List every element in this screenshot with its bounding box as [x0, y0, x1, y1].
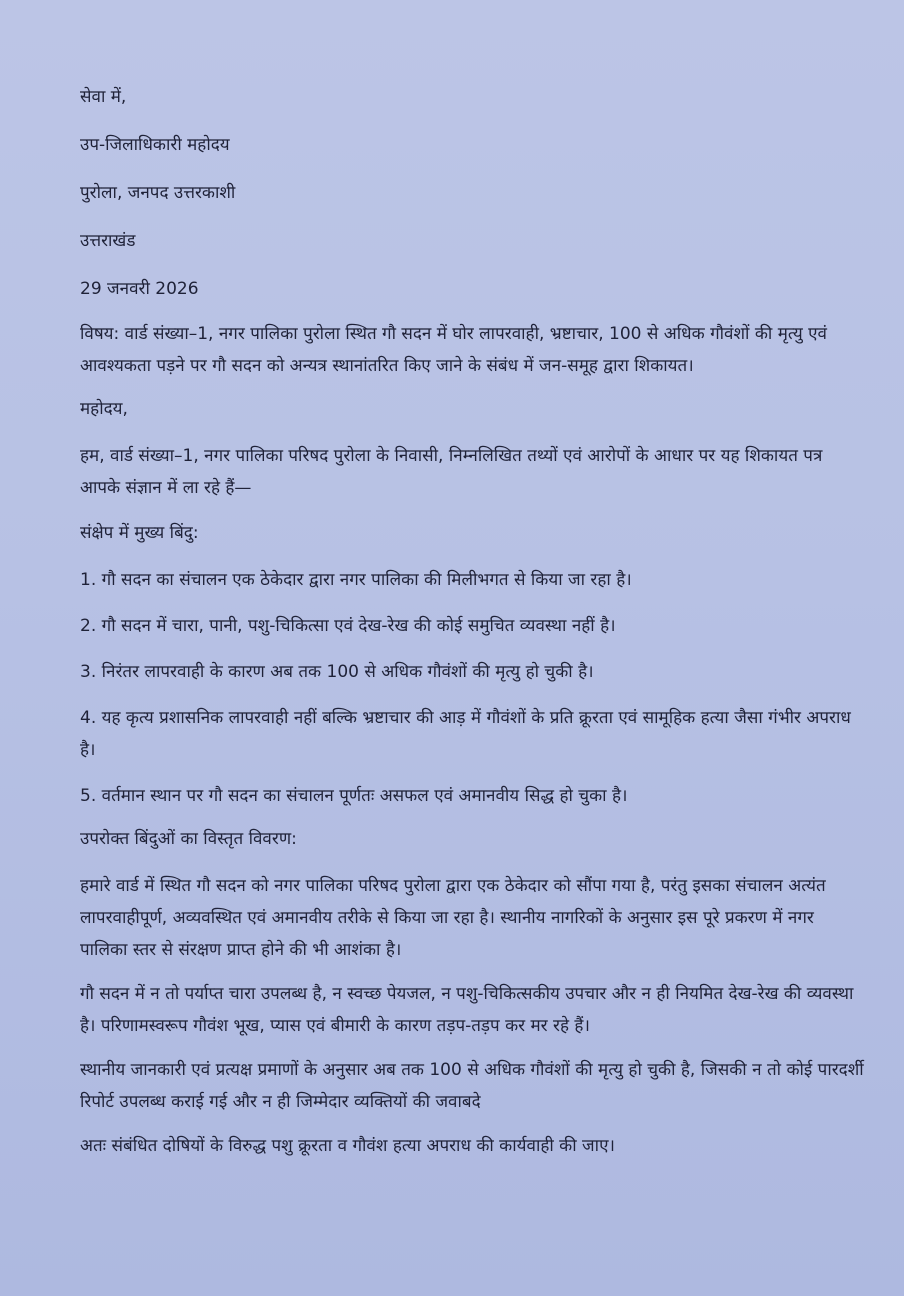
detail-paragraph-3: स्थानीय जानकारी एवं प्रत्यक्ष प्रमाणों के अनुसार अब तक 100 से अधिक गौवंशों की मृत्यु हो चुकी है, जिसकी न तो कोई पारदर्शी रिपोर्ट उपलब्ध कराई गई और न ही जिम्मेदार व्यक्तियों की जवाबदे — [80, 1060, 864, 1112]
summary-point-3: 3. निरंतर लापरवाही के कारण अब तक 100 से अधिक गौवंशों की मृत्यु हो चुकी है। — [80, 662, 594, 682]
summary-point-1: 1. गौ सदन का संचालन एक ठेकेदार द्वारा नगर पालिका की मिलीभगत से किया जा रहा है। — [80, 570, 632, 590]
recipient-line-1: सेवा में, — [80, 87, 127, 107]
letter-date: 29 जनवरी 2026 — [80, 279, 199, 299]
recipient-location: पुरोला, जनपद उत्तरकाशी — [80, 183, 236, 203]
letter-subject: विषय: वार्ड संख्या–1, नगर पालिका पुरोला स्थित गौ सदन में घोर लापरवाही, भ्रष्टाचार, 100 से अधिक गौवंशों की मृत्यु एवं आवश्यकता पड़ने पर गौ सदन को अन्यत्र स्थानांतरित किए जाने के संबंध में जन-समूह द्वारा शिकायत। — [80, 324, 827, 376]
recipient-state: उत्तराखंड — [80, 231, 136, 251]
summary-point-5: 5. वर्तमान स्थान पर गौ सदन का संचालन पूर्णतः असफल एवं अमानवीय सिद्ध हो चुका है। — [80, 786, 628, 806]
summary-point-4: 4. यह कृत्य प्रशासनिक लापरवाही नहीं बल्कि भ्रष्टाचार की आड़ में गौवंशों के प्रति क्रूरता एवं सामूहिक हत्या जैसा गंभीर अपराध है। — [80, 708, 851, 760]
detail-heading: उपरोक्त बिंदुओं का विस्तृत विवरण: — [80, 829, 297, 849]
summary-heading: संक्षेप में मुख्य बिंदु: — [80, 523, 199, 543]
closing-demand: अतः संबंधित दोषियों के विरुद्ध पशु क्रूरता व गौवंश हत्या अपराध की कार्यवाही की जाए। — [80, 1136, 615, 1156]
recipient-designation: उप-जिलाधिकारी महोदय — [80, 135, 230, 155]
salutation: महोदय, — [80, 399, 128, 419]
detail-paragraph-1: हमारे वार्ड में स्थित गौ सदन को नगर पालिका परिषद पुरोला द्वारा एक ठेकेदार को सौंपा गया है, परंतु इसका संचालन अत्यंत लापरवाहीपूर्ण, अव्यवस्थित एवं अमानवीय तरीके से किया जा रहा है। स्थानीय नागरिकों के अनुसार इस पूरे प्रकरण में नगर पालिका स्तर से संरक्षण प्राप्त होने की भी आशंका है। — [80, 876, 826, 960]
detail-paragraph-2: गौ सदन में न तो पर्याप्त चारा उपलब्ध है, न स्वच्छ पेयजल, न पशु-चिकित्सकीय उपचार और न ही नियमित देख-रेख की व्यवस्था है। परिणामस्वरूप गौवंश भूख, प्यास एवं बीमारी के कारण तड़प-तड़प कर मर रहे हैं। — [80, 984, 854, 1036]
summary-point-2: 2. गौ सदन में चारा, पानी, पशु-चिकित्सा एवं देख-रेख की कोई समुचित व्यवस्था नहीं है। — [80, 616, 616, 636]
intro-paragraph: हम, वार्ड संख्या–1, नगर पालिका परिषद पुरोला के निवासी, निम्नलिखित तथ्यों एवं आरोपों के आधार पर यह शिकायत पत्र आपके संज्ञान में ला रहे हैं— — [80, 446, 823, 498]
